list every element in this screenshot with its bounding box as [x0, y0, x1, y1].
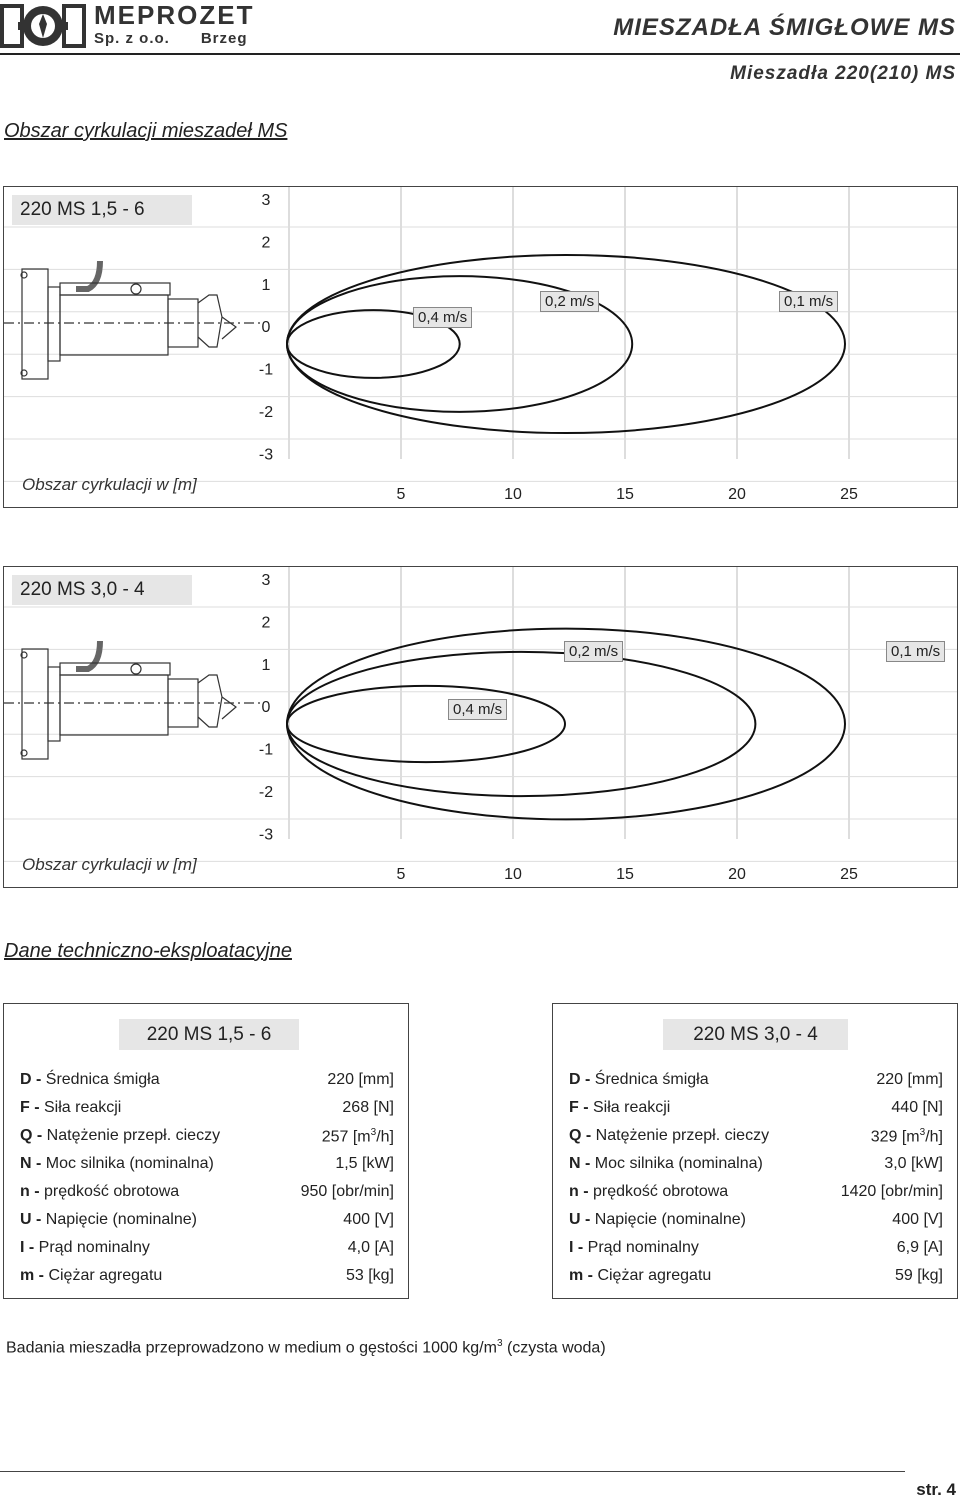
y-tick-label: 1 [261, 656, 271, 674]
spec-key: I - [20, 1239, 35, 1256]
y-tick-label: 3 [261, 192, 271, 209]
y-tick-label: -1 [258, 361, 274, 379]
spec-value: 4,0 [A] [347, 1239, 394, 1256]
spec-label: Średnica śmigła [41, 1071, 160, 1088]
x-tick-label: 25 [840, 866, 858, 883]
spec-row [20, 1211, 394, 1239]
spec-value: 53 [kg] [345, 1267, 394, 1284]
spec-key: m - [569, 1267, 593, 1284]
spec-key: Q - [569, 1127, 592, 1144]
company-logo [0, 2, 86, 50]
spec-label: Średnica śmigła [590, 1071, 709, 1088]
tech-table-2 [552, 1003, 958, 1299]
spec-row [569, 1211, 943, 1239]
spec-value: 1420 [obr/min] [840, 1183, 943, 1200]
header-divider [0, 53, 960, 55]
spec-value: 257 $[m^3/h]$ [321, 1127, 394, 1146]
spec-label: Siła reakcji [588, 1099, 671, 1116]
brand-subline: Sp. z o.o. Brzeg [94, 30, 248, 47]
velocity-zone-outline [287, 686, 565, 762]
chart-model-label: 220 MS 1,5 - 6 [12, 195, 192, 225]
spec-value: 400 [V] [343, 1211, 394, 1228]
spec-row [569, 1239, 943, 1267]
spec-key: U - [20, 1211, 42, 1228]
spec-label: Ciężar agregatu [593, 1267, 712, 1284]
velocity-zone-outline [287, 652, 755, 796]
mixer-drawing [4, 641, 264, 759]
tech-table-1 [3, 1003, 409, 1299]
x-tick-label: 15 [616, 866, 634, 883]
spec-row [569, 1099, 943, 1127]
x-tick-label: 20 [728, 486, 746, 503]
spec-key: N - [569, 1155, 591, 1172]
spec-value: 59 [kg] [894, 1267, 943, 1284]
y-tick-label: -1 [258, 741, 274, 759]
section-title-technical-data: Dane techniczno-eksploatacyjne [4, 940, 292, 962]
chart-plot [4, 187, 957, 507]
chart-area-label: Obszar cyrkulacji w [m] [22, 855, 197, 874]
test-note: Badania mieszadła przeprowadzono w medium o gęstości 1000 $kg/m^3$ (czysta woda) [6, 1338, 606, 1357]
y-tick-label: -2 [258, 404, 274, 421]
x-tick-label: 15 [616, 486, 634, 503]
spec-label: prędkość obrotowa [588, 1183, 729, 1200]
spec-row [569, 1267, 943, 1295]
spec-key: m - [20, 1267, 44, 1284]
table-model-label: 220 MS 1,5 - 6 [119, 1019, 299, 1050]
y-tick-label: -3 [258, 826, 274, 844]
velocity-zone-label: 0,1 m/s [886, 641, 945, 662]
document-subtitle: Mieszadła 220(210) MS [730, 63, 956, 84]
spec-label: Siła reakcji [39, 1099, 122, 1116]
chart-plot [4, 567, 957, 887]
document-title: MIESZADŁA ŚMIGŁOWE MS [613, 14, 956, 41]
y-tick-label: 0 [261, 699, 271, 717]
velocity-zone-outline [287, 255, 845, 433]
y-tick-label: -2 [258, 784, 274, 801]
footer-divider [0, 1471, 905, 1472]
spec-key: D - [569, 1071, 591, 1088]
spec-label: Prąd nominalny [34, 1239, 150, 1256]
spec-value: 6,9 [A] [896, 1239, 943, 1256]
spec-row [20, 1155, 394, 1183]
spec-key: n - [20, 1183, 40, 1200]
spec-label: Ciężar agregatu [44, 1267, 163, 1284]
velocity-zone-label: 0,4 m/s [448, 699, 507, 720]
spec-row [569, 1127, 943, 1155]
y-tick-label: 0 [261, 319, 271, 337]
velocity-zone-label: 0,1 m/s [779, 291, 838, 312]
spec-row [20, 1239, 394, 1267]
spec-label: prędkość obrotowa [39, 1183, 180, 1200]
spec-row [20, 1099, 394, 1127]
spec-value: 220 [mm] [327, 1071, 394, 1088]
x-tick-label: 5 [396, 866, 406, 883]
spec-row [20, 1071, 394, 1099]
brand-name: MEPROZET [94, 0, 255, 30]
y-tick-label: 3 [261, 572, 271, 589]
spec-row [20, 1127, 394, 1155]
spec-key: F - [20, 1099, 40, 1116]
spec-value: 268 [N] [342, 1099, 394, 1116]
spec-value: 220 [mm] [876, 1071, 943, 1088]
page-number: str. 4 [916, 1480, 956, 1499]
x-tick-label: 5 [396, 486, 406, 503]
spec-row [20, 1183, 394, 1211]
spec-key: Q - [20, 1127, 43, 1144]
velocity-zone-label: 0,2 m/s [564, 641, 623, 662]
chart-area-label: Obszar cyrkulacji w [m] [22, 475, 197, 494]
x-tick-label: 10 [504, 866, 522, 883]
spec-row [569, 1183, 943, 1211]
chart-model-label: 220 MS 3,0 - 4 [12, 575, 192, 605]
spec-label: Natężenie przepł. cieczy [42, 1127, 221, 1144]
spec-label: Napięcie (nominalne) [590, 1211, 746, 1228]
x-tick-label: 10 [504, 486, 522, 503]
spec-label: Moc silnika (nominalna) [590, 1155, 763, 1172]
spec-value: 440 [N] [891, 1099, 943, 1116]
mixer-drawing [4, 261, 264, 379]
x-tick-label: 25 [840, 486, 858, 503]
spec-value: 3,0 [kW] [884, 1155, 943, 1172]
spec-row [569, 1071, 943, 1099]
spec-key: D - [20, 1071, 42, 1088]
spec-label: Prąd nominalny [583, 1239, 699, 1256]
spec-key: U - [569, 1211, 591, 1228]
y-tick-label: -3 [258, 446, 274, 464]
spec-value: 329 $[m^3/h]$ [870, 1127, 943, 1146]
spec-value: 400 [V] [892, 1211, 943, 1228]
spec-key: N - [20, 1155, 42, 1172]
velocity-zone-label: 0,2 m/s [540, 291, 599, 312]
spec-value: 1,5 [kW] [335, 1155, 394, 1172]
spec-label: Natężenie przepł. cieczy [591, 1127, 770, 1144]
table-model-label: 220 MS 3,0 - 4 [663, 1019, 848, 1050]
y-tick-label: 2 [261, 234, 271, 252]
y-tick-label: 1 [261, 276, 271, 294]
spec-key: n - [569, 1183, 589, 1200]
spec-key: I - [569, 1239, 584, 1256]
section-title-circulation: Obszar cyrkulacji mieszadeł MS [4, 120, 288, 142]
spec-row [20, 1267, 394, 1295]
spec-row [569, 1155, 943, 1183]
spec-label: Moc silnika (nominalna) [41, 1155, 214, 1172]
y-tick-label: 2 [261, 614, 271, 632]
spec-label: Napięcie (nominalne) [41, 1211, 197, 1228]
circulation-chart-2 [3, 566, 958, 888]
x-tick-label: 20 [728, 866, 746, 883]
spec-key: F - [569, 1099, 589, 1116]
velocity-zone-label: 0,4 m/s [413, 307, 472, 328]
circulation-chart-1 [3, 186, 958, 508]
spec-value: 950 [obr/min] [300, 1183, 394, 1200]
